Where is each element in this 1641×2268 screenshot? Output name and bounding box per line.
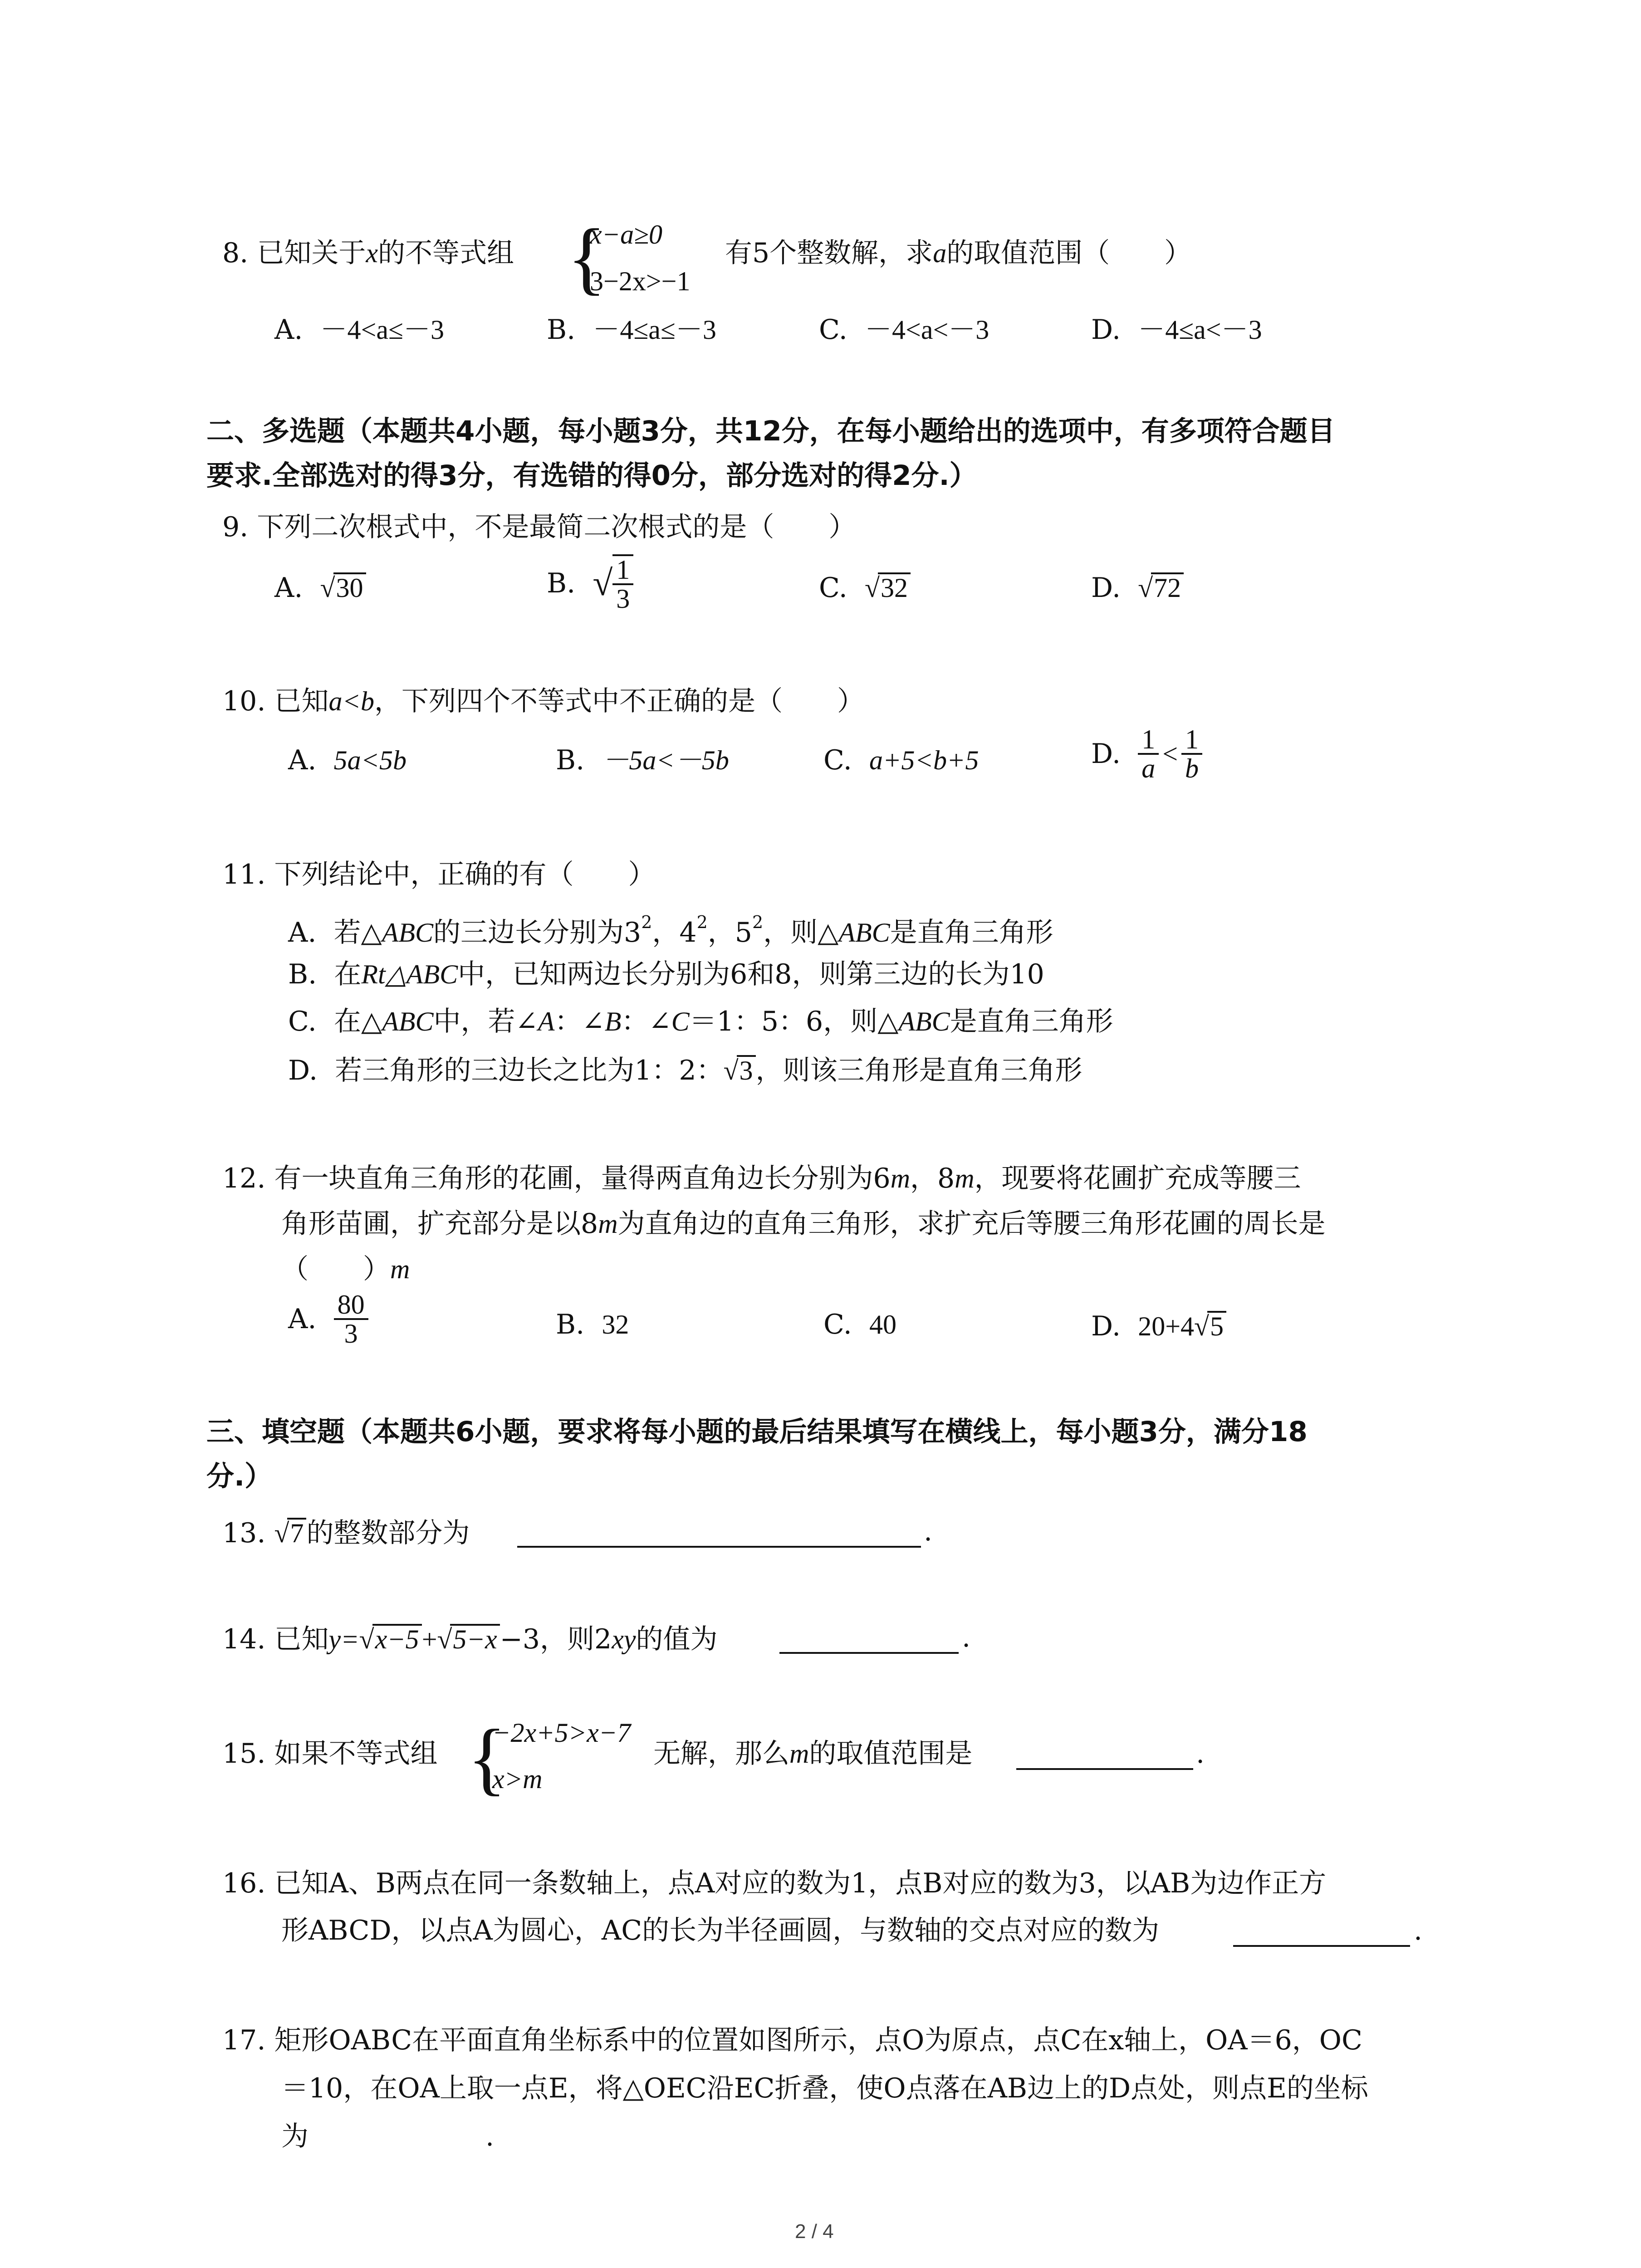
- q8-option-a: A. －4<a≤－3: [274, 314, 444, 346]
- q14-answer-blank[interactable]: [779, 1652, 959, 1654]
- q9-option-b: B. √ $\frac{1}{3}$: [547, 554, 633, 612]
- q17-end: .: [485, 2121, 495, 2152]
- q16-answer-blank[interactable]: [1233, 1945, 1410, 1947]
- q15-end: .: [1196, 1738, 1205, 1769]
- q10-option-a: A. 5a<5b: [288, 744, 407, 776]
- q13-end: .: [924, 1515, 933, 1547]
- q8-brace: {: [567, 212, 607, 303]
- q12-line1: 12. 有一块直角三角形的花圃，量得两直角边长分别为6m，8m，现要将花圃扩充成等腰三: [222, 1163, 1301, 1194]
- q10-option-b: B. －5a<－5b: [556, 744, 729, 776]
- q14-end: .: [962, 1622, 971, 1653]
- q12-option-b: B. 32: [556, 1309, 629, 1340]
- q17-line3: 为: [281, 2121, 309, 2152]
- q10-stem: 10. 已知a<b，下列四个不等式中不正确的是（ ）: [222, 685, 864, 717]
- q15-brace: {: [467, 1713, 507, 1803]
- q12-option-a: A. $\frac{80}{3}$: [288, 1291, 368, 1347]
- q15-stem-end: 无解，那么m的取值范围是: [653, 1738, 973, 1769]
- q16-end: .: [1414, 1915, 1423, 1946]
- q9-option-c: C. √32: [819, 572, 911, 601]
- q15-stem: 15. 如果不等式组: [222, 1738, 438, 1769]
- q14-stem: 14. 已知y=√x−5 +√5−x −3，则2xy的值为: [222, 1623, 718, 1655]
- section2-heading-line1: 二、多选题（本题共4小题，每小题3分，共12分，在每小题给出的选项中，有多项符合题目: [206, 415, 1335, 447]
- q8-option-d: D. －4≤a<－3: [1091, 314, 1262, 346]
- section3-heading-line1: 三、填空题（本题共6小题，要求将每小题的最后结果填写在横线上，每小题3分，满分18: [206, 1416, 1308, 1448]
- q10-option-c: C. a+5<b+5: [823, 744, 979, 776]
- section2-heading-line2: 要求.全部选对的得3分，有选错的得0分，部分选对的得2分.）: [206, 459, 977, 492]
- q11-option-d: D. 若三角形的三边长之比为1：2：√3 ，则该三角形是直角三角形: [288, 1055, 1083, 1086]
- q8-system-line2: 3−2x>−1: [590, 266, 691, 296]
- q12-option-d: D. 20+4√5: [1091, 1311, 1226, 1340]
- q10-option-d: D. $\frac{1}{a}$ < $\frac{1}{b}$: [1091, 726, 1202, 782]
- q13-stem: 13. √7 的整数部分为: [222, 1517, 470, 1549]
- q11-stem: 11. 下列结论中，正确的有（ ）: [222, 859, 656, 890]
- page-number: 2 / 4: [795, 2220, 834, 2243]
- q8-option-b: B. －4≤a≤－3: [547, 314, 716, 346]
- q11-option-a: A. 若△ABC的三边长分别为$3^2$，$4^2$，$5^2$，则△ABC是直角三角形: [288, 912, 1053, 948]
- q12-line2: 角形苗圃，扩充部分是以8m为直角边的直角三角形，求扩充后等腰三角形花圃的周长是: [281, 1208, 1326, 1240]
- q9-option-d: D. √72: [1091, 572, 1184, 601]
- q15-system-line1: −2x+5>x−7: [492, 1718, 631, 1748]
- q9-option-a: A. √30: [274, 572, 366, 601]
- q11-option-c: C. 在△ABC中，若∠A：∠B：∠C＝1：5：6，则△ABC是直角三角形: [288, 1006, 1113, 1037]
- q17-line1: 17. 矩形OABC在平面直角坐标系中的位置如图所示，点O为原点，点C在x轴上，OA＝6，OC: [222, 2024, 1362, 2056]
- q12-option-c: C. 40: [823, 1309, 896, 1340]
- q8-system-line1: x−a≥0: [590, 220, 663, 249]
- q9-stem: 9. 下列二次根式中，不是最简二次根式的是（ ）: [222, 511, 856, 543]
- q11-option-b: B. 在Rt△ABC中，已知两边长分别为6和8，则第三边的长为10: [288, 958, 1044, 990]
- q16-line1: 16. 已知A、B两点在同一条数轴上，点A对应的数为1，点B对应的数为3，以AB为边作正方: [222, 1867, 1327, 1899]
- q16-line2: 形ABCD，以点A为圆心，AC的长为半径画圆，与数轴的交点对应的数为: [281, 1915, 1160, 1946]
- q15-system-line2: x>m: [492, 1764, 543, 1794]
- q15-answer-blank[interactable]: [1016, 1768, 1193, 1770]
- q8-option-c: C. －4<a<－3: [819, 314, 989, 346]
- q12-line3: （ ）m: [281, 1253, 410, 1285]
- q8-stem: 8. 已知关于x的不等式组: [222, 237, 514, 269]
- q13-answer-blank[interactable]: [517, 1546, 921, 1548]
- section3-heading-line2: 分.）: [206, 1460, 273, 1492]
- q8-stem-end: 有5个整数解，求a的取值范围（ ）: [725, 237, 1192, 269]
- q17-line2: ＝10，在OA上取一点E，将△OEC沿EC折叠，使O点落在AB边上的D点处，则点E的坐标: [281, 2072, 1368, 2104]
